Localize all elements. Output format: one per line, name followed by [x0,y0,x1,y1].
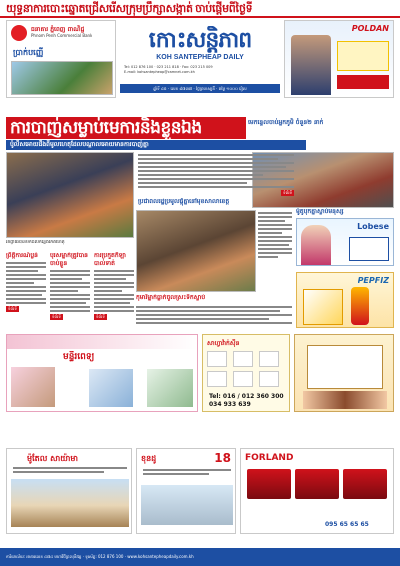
side-headline-text: មេកន្ទេលចាប់អ្នកភូមិ ចំនួន២ នាក់ [248,119,324,126]
crowd-head-text: ប្រជាពលរដ្ឋប្រមូលផ្ដុំគ្នានៅមុខសាលាខេត្ត [138,198,230,205]
col3-go-page[interactable]: ទំព័រទី [96,314,105,319]
medicine-ad[interactable] [294,334,394,412]
bank-name: ធនាគារ ភ្នំពេញ ពាណិជ្ជ [31,26,85,33]
truck-icon [247,469,291,499]
hotel-title: ម៉ូតែល សាយ៉ាមា [27,454,79,463]
sub-headline [6,140,306,150]
medicine-card [307,345,383,389]
col1-go-page[interactable]: ទំព័រទី [8,306,17,311]
crowd-story-text [258,210,292,290]
contact-line-2: E-mail: kohsantepheap@camnet.com.kh [124,70,195,74]
hotel-building-photo [11,479,129,527]
bank-ad[interactable] [6,20,116,98]
shop-ad[interactable] [202,334,290,412]
lobese-brand: Lobese [357,222,389,231]
story-column-1[interactable] [6,252,46,330]
pepfiz-bottle-icon [351,287,369,325]
shop-item-icon [207,371,227,387]
pepfiz-brand: PEPFIZ [357,276,389,285]
col1-head: ព្រឹត្តិការណ៍ប្លន់ [6,252,38,259]
condo-photo [141,485,233,525]
poldan-price-tag [337,75,389,89]
lobese-ad[interactable] [296,218,394,266]
condo-title: ខុនដូ [141,454,157,463]
medicine-people-photo [303,391,387,409]
newspaper-title-en: KOH SANTEPHEAP DAILY [156,54,244,61]
main-headline-text: ការបាញ់សម្លាប់មេការនិងខ្លួនឯង [10,118,202,137]
child-story-head[interactable] [136,294,292,304]
top-banner [0,0,400,18]
poldan-ad[interactable] [284,20,394,98]
forland-ad[interactable] [240,448,394,534]
forland-brand: FORLAND [245,453,294,463]
bank-logo-icon [11,25,27,41]
poldan-product-icon [337,41,389,71]
right-head-text: ម៉ូតូបុកគ្នាស្លាប់មនុស្ស [296,208,344,215]
hospital-title: មន្ទីរពេទ្យ [63,352,95,362]
side-headline[interactable] [248,117,394,139]
poldan-brand: POLDAN [351,24,389,33]
pepfiz-pack-icon [303,289,343,325]
shop-phone [209,393,285,409]
pepfiz-ad[interactable] [296,272,394,328]
child-story-text [136,304,292,330]
col2-head: បុរសម្នាក់ត្រូវបានចាប់ខ្លួន [50,252,88,267]
hotel-address [13,465,127,477]
hospital-photo-3 [147,369,193,407]
condo-ad[interactable] [136,448,236,534]
col2-go-page[interactable]: ទំព័រទី [52,314,61,319]
shop-item-icon [233,351,253,367]
sub-headline-text: ប៉ូលីសអោយដឹងពីមូលហេតុដែលបណ្ដាលអោយមានការបាញ់គ្នា [10,141,149,148]
shop-item-icon [233,371,253,387]
masthead [120,20,280,98]
story-column-2[interactable] [50,252,90,330]
market-caption: អាជ្ញាធរបានមកដល់កន្លែងកើតហេតុ [6,240,65,245]
forland-phone: 095 65 65 65 [325,521,369,528]
right-story-head[interactable] [296,208,394,218]
condo-number: 18 [214,451,231,465]
shop-phone-line-1: Tel: 016 / 012 360 300 [209,393,284,400]
lead-go-page[interactable]: ទំព័រទី [283,190,292,195]
col3-head: ការប្រកួតកីឡាបាល់ទាត់ [94,252,126,267]
banner-text: យុទ្ធនាការបោះឆ្នោតជ្រើសរើសក្រុមប្រឹក្សាសង្កាត់ ចាប់ផ្ដើមពីថ្ងៃទី [6,3,253,15]
newspaper-logo: កោះសន្តិភាព [148,27,252,52]
shop-title: សាហ្វាវ៉ាក់ស៊ីន [207,340,240,347]
child-photo [136,210,256,292]
condo-details [143,467,231,481]
lobese-box-icon [349,237,389,261]
dateline: ឆ្នាំទី ៤៥ · លេខ ៨៧៣៧ · ថ្ងៃព្រហស្បតិ៍ · តម្លៃ ១០០០ រៀល [120,84,280,93]
shop-item-icon [259,351,279,367]
market-photo [6,152,134,238]
footer-text: ការិយាល័យ: អាគារលេខ ៤៧៤ មហាវិថីព្រះមុនីវង្ស · ទូរស័ព្ទ: 012 876 100 · www.kohsantepheapdaily.com.kh [6,554,194,559]
child-head-text: កុមារីម្នាក់ធ្លាក់ចូលស្រះទឹកស្លាប់ [136,294,206,301]
hospital-photo-2 [89,369,133,407]
shop-item-icon [259,371,279,387]
hospital-ad-header [7,335,197,349]
footer-bar [0,548,400,566]
hotel-ad[interactable] [6,448,132,534]
story-column-3[interactable] [94,252,134,330]
shop-item-icon [207,351,227,367]
contact-line-1: Tel: 012 876 100 · 023 211 818 · Fax: 023 215 009 [124,65,213,69]
contact-info [124,65,276,81]
crowd-story-head[interactable] [138,198,294,208]
main-headline[interactable] [6,117,246,139]
lobese-model-photo [301,225,331,265]
shop-phone-line-2: 034 933 639 [209,401,251,408]
lead-story-text [138,152,294,196]
bank-ad-photo [11,61,113,95]
hospital-ad[interactable] [6,334,198,412]
truck-icon [343,469,387,499]
poldan-model-photo [291,35,331,95]
bank-slogan: ប្រាក់បញ្ញើ [13,48,44,57]
bank-name-en: Phnom Penh Commercial Bank [31,33,93,38]
hospital-photo-1 [11,367,55,407]
truck-icon [295,469,339,499]
